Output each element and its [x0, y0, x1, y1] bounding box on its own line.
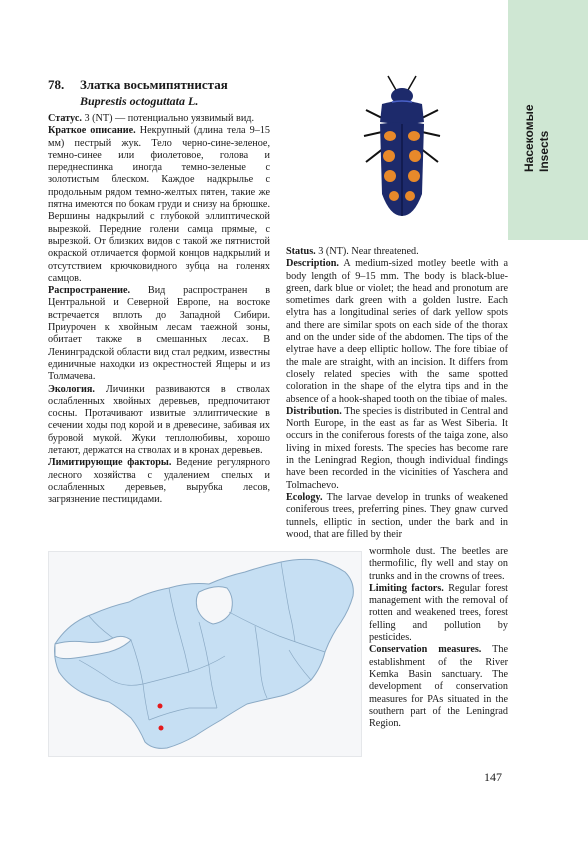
species-title-latin: Buprestis octoguttata L.: [80, 94, 199, 108]
record-point-tolmachevo: [159, 726, 164, 731]
status-ru: Статус. 3 (NT) — потенциально уязвимый вид.: [48, 113, 255, 124]
section-tab-en: Insects: [537, 130, 551, 172]
distribution-ru: Распространение. Вид распространен в Центральной и Северной Европе, на востоке встречается вплоть до Западной Сибири. Приурочен к хвойным лесам таежной зоны, обитает также в смешанных лесах. В Ленинградской области вид стал редким, известны единичные находки из окрестностей Ящеры и из Толмачева.: [48, 285, 270, 383]
distribution-map: [48, 551, 362, 757]
species-number: 78.: [48, 77, 65, 92]
section-tab-label: [522, 40, 574, 190]
description-ru: Краткое описание. Некрупный (длина тела 9–15 мм) пестрый жук. Тело черно-сине-зеленое, темно-синее или фиолетовое, голова и переднеспинка иногда темно-зеленые с золотистым блеском. Каждое надкрылье с продольным рядом темно-желтых пятен, такие же пятна имеются по бокам груди и снизу на брюшке. Вершины надкрылий с глубокой эллиптической вырезкой. Передние голени самца прямые, с вырезкой. От близких видов с такой же пятнистой окраской отличается формой концов надкрылий и отсутствием крючковидного зубца на голенях самцов.: [48, 125, 271, 284]
ecology-en: Ecology. The larvae develop in trunks of weakened coniferous trees, preferring pines. They gnaw curved tunnels, elliptic in section, under the bark and in wood, that are filled by their: [286, 491, 508, 540]
distribution-en: Distribution. The species is distributed in Central and North Europe, in the east as far as West Siberia. It occurs in the coniferous forests of the taiga zone, also living in mixed forests. The species has become rare in the Leningrad Region, though individual findings have been recorded in the vicinities of Yaschera and Tolmachevo.: [286, 405, 508, 491]
ecology-en-continued: wormhole dust. The beetles are thermofilic, fly well and stay on trunks and in the crowns of trees.: [369, 546, 508, 582]
section-tab: [508, 0, 588, 240]
ecology-ru: Экология. Личинки развиваются в стволах ослабленных хвойных деревьев, предпочитают сосны. Протачивают извитые эллиптические в сечении ходы под корой и в древесине, забивая их буровой мукой. Жуки теплолюбивы, хорошо летают, держатся на стволах и в кронах деревьев.: [48, 383, 270, 457]
beetle-illustration: [352, 70, 452, 222]
conservation-measures-en: Conservation measures. The establishment of the River Kemka Basin sanctuary. The development of conservation measures for PAs situated in the southern part of the Leningrad Region.: [369, 644, 508, 730]
record-point-yaschera: [158, 704, 163, 709]
description-en: Description. A medium-sized motley beetle with a body length of 9–15 mm. The body is black-blue-green, dark blue or violet; the head and pronotum are sometimes dark green with a golden lustre. Each elytra has a longitudinal series of dark yellow spots and there are similar spots on each side of the thorax and on the under side of the abdomen. The tips of the elytrae have a deep elliptic hollow. The fore tibiae of the male are straight, with an incision. It differs from closely related species with the same spotted coloration in the shape of the elytra tips and in the absence of a hook-shaped tooth on the tibiae of males.: [286, 258, 508, 405]
limiting-factors-ru: Лимитирующие факторы. Ведение регулярного лесного хозяйства с удалением спелых и ослабленных деревьев, вырубка лесов, загрязнение пестицидами.: [48, 457, 270, 506]
text-column-ru: [48, 113, 270, 507]
section-tab-ru: Насекомые: [522, 104, 536, 172]
text-column-en: [286, 246, 508, 541]
status-en: Status. 3 (NT). Near threatened.: [286, 246, 419, 257]
text-column-en-continued: [369, 546, 508, 730]
species-title-ru: Златка восьмипятнистая: [80, 77, 228, 92]
page-number: 147: [484, 770, 502, 784]
limiting-factors-en: Limiting factors. Regular forest management with the removal of rotten and weakened trees, forest felling and pollution by pesticides.: [369, 582, 509, 644]
